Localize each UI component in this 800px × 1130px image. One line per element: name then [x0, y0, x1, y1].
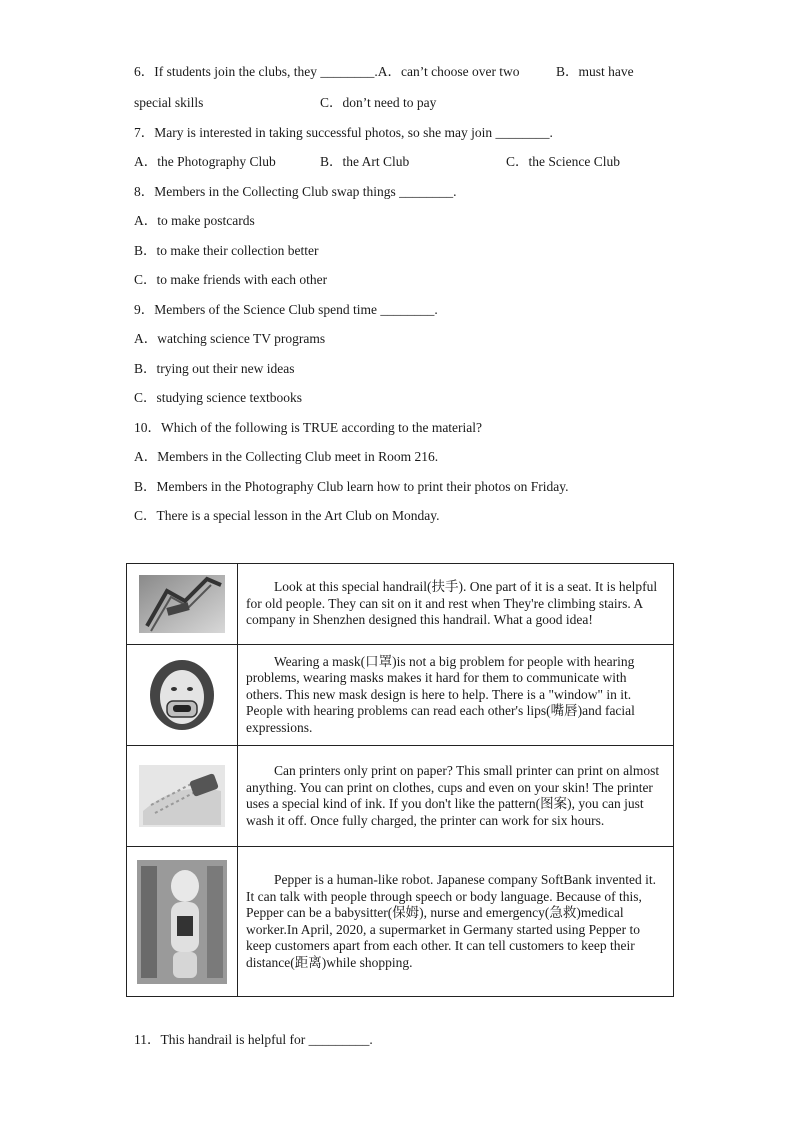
passage-image-cell	[127, 746, 238, 847]
q9-option-b: B．trying out their new ideas	[134, 361, 295, 376]
passage-row-mask	[127, 645, 674, 746]
mask-passage-text: Wearing a mask(口罩)is not a big problem for people with hearing problems, wearing masks makes it hard for them to communicate with others. This new mask design is here to help. There is a "window" in it. People with hearing problems can read each other's lips(嘴唇)and facial expressions.	[246, 653, 635, 735]
printer-passage-text: Can printers only print on paper? This small printer can print on almost anything. You can print on clothes, cups and even on your skin! The printer uses a special kind of ink. If you don't like the pattern(图案), you can just wash it off. Once fully charged, the printer can work for six hours.	[246, 763, 660, 828]
q7-option-a: A．the Photography Club	[134, 154, 276, 169]
q9-option-c: C．studying science textbooks	[134, 390, 302, 405]
q10-option-a: A．Members in the Collecting Club meet in Room 216.	[134, 449, 439, 464]
passage-row-robot	[127, 847, 674, 997]
passage-text-cell	[238, 746, 674, 847]
q7-option-b: B．the Art Club	[320, 154, 410, 169]
passage-image-cell	[127, 564, 238, 645]
q8-option-b: B．to make their collection better	[134, 243, 319, 258]
q10-option-b: B．Members in the Photography Club learn how to print their photos on Friday.	[134, 479, 569, 494]
mask-photo	[147, 657, 217, 733]
robot-photo	[135, 858, 229, 986]
printer-photo	[137, 761, 227, 831]
q11-stem: 11．This handrail is helpful for _________.	[134, 1032, 373, 1047]
q8-option-a: A．to make postcards	[134, 213, 255, 228]
q9-option-a: A．watching science TV programs	[134, 331, 326, 346]
passage-text-cell	[238, 564, 674, 645]
passage-image-cell	[127, 645, 238, 746]
q7-stem: 7．Mary is interested in taking successful photos, so she may join ________.	[134, 125, 553, 140]
q6-option-b: B．must have	[556, 64, 634, 79]
passage-row-handrail	[127, 564, 674, 645]
q8-stem: 8．Members in the Collecting Club swap things ________.	[134, 184, 457, 199]
q6-stem-continued: special skills	[134, 95, 204, 110]
q10-stem: 10．Which of the following is TRUE according to the material?	[134, 420, 483, 435]
passage-image-cell	[127, 847, 238, 997]
q6-stem: 6．If students join the clubs, they ________.A．can’t choose over two	[134, 64, 520, 79]
passage-text-cell	[238, 847, 674, 997]
q6-option-c: C．don’t need to pay	[320, 95, 437, 110]
handrail-photo	[137, 571, 227, 637]
q9-stem: 9．Members of the Science Club spend time ________.	[134, 302, 438, 317]
passage-text-cell	[238, 645, 674, 746]
q7-option-c: C．the Science Club	[506, 154, 620, 169]
passage-row-printer	[127, 746, 674, 847]
handrail-passage-text: Look at this special handrail(扶手). One part of it is a seat. It is helpful for old people. They can sit on it and rest when They're climbing stairs. A company in Shenzhen designed this handrail. What a good idea!	[246, 579, 658, 628]
q10-option-c: C．There is a special lesson in the Art Club on Monday.	[134, 508, 440, 523]
reading-passage-table	[126, 563, 674, 997]
robot-passage-text: Pepper is a human-like robot. Japanese company SoftBank invented it. It can talk with people through speech or body language. Because of this, Pepper can be a babysitter(保姆), nurse and emergency(急救)medical worker.In April, 2020, a supermarket in Germany started using Pepper to keep customers apart from each other. It can tell customers to keep their distance(距离)while shopping.	[246, 872, 657, 970]
q8-option-c: C．to make friends with each other	[134, 272, 328, 287]
